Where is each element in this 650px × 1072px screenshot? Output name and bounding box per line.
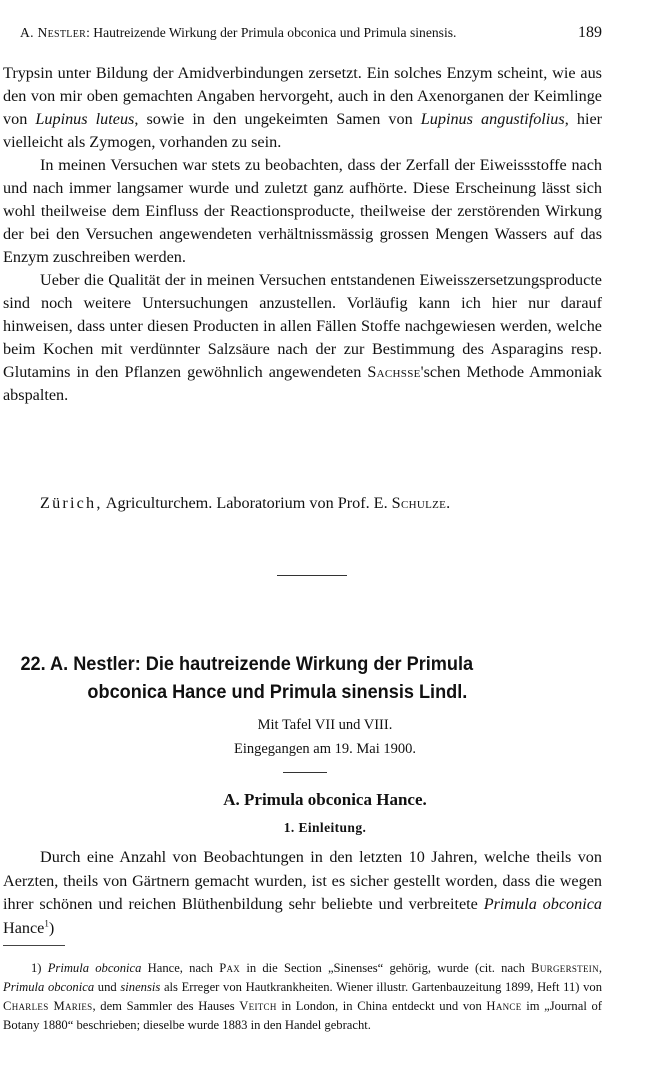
paragraph: In meinen Versuchen war stets zu beobachten, dass der Zerfall der Eiweissstoffe nach und nach immer langsamer wurde und zuletzt ganz aufhörte. Diese Erscheinung lässt sich wohl theilweise dem Einfluss der Reactionsproducte, theilweise der zerstörenden Wirkung der bei den Versuchen angewendeten verhältnissmässig grossen Mengen Wassers auf das Enzym zuschreiben werden. [3,156,602,266]
paragraph-text: , hier vielleicht als Zymogen, vorhanden zu sein. [3,110,603,151]
footnote-run: in die Section „Sinenses“ gehörig, wurde (cit. nach [240,961,532,975]
article-separator [277,575,347,576]
author-name: Burgerstein [531,961,599,975]
species-name: Lupinus angustifolius [420,110,565,128]
paragraph-text: , sowie in den ungekeimten Samen von [134,110,421,128]
footnote-run: und [94,980,121,994]
author-name: Veitch [239,999,277,1013]
introduction [3,846,602,940]
signoff [40,492,602,515]
paragraph [3,269,602,407]
footnote-run: in London, in China entdeckt und von [276,999,487,1013]
plates-note: Mit Tafel VII und VIII. [257,717,393,733]
footnote-run: , dem Sammler des Hauses [92,999,240,1013]
article-title [0,650,605,706]
footnote-run: im „Journal of Botany 1880“ beschrieben; dieselbe wurde 1883 in den Handel gebracht. [3,999,602,1032]
footnote-text [3,959,602,1035]
footnote-rule [3,945,65,946]
received-date: Eingegangen am 19. Mai 1900. [233,741,416,757]
footnote-run: , [598,961,603,975]
author-name: Sachsse [367,363,421,381]
paragraph-text: 'schen Methode Ammoniak abspalten. [3,363,602,404]
article-title-line-1: 22. A. Nestler: Die hautreizende Wirkung der Primula [20,653,474,675]
paragraph-text: Trypsin unter Bildung der Amidverbindungen zersetzt. Ein solches Enzym scheint, wie aus den von mir oben gemachten Angaben hervorgeht, auch in den Axenorganen der Keimlinge von [3,64,602,128]
signoff-text: Agriculturchem. Laboratorium von Prof. E. [102,494,392,512]
author-name: Hance [486,999,522,1013]
paragraph [3,62,602,154]
signoff-place: Zürich, [40,494,103,512]
page-number: 189 [578,24,602,41]
signoff-name: Schulze. [391,494,451,512]
footnote-run: Hance, nach [141,961,220,975]
footnote-number: 1) [31,961,48,975]
header-author: A. Nestler [20,25,87,40]
species-name: Primula obconica [3,980,95,994]
subsection-heading: 1. Einleitung. [283,820,367,835]
article-title-line-2: obconica Hance und Primula sinensis Lindl. [87,681,468,703]
author-name: Charles Maries [3,999,93,1013]
species-name: Primula obconica [47,961,142,975]
paragraph-text: Ueber die Qualität der in meinen Versuchen entstandenen Eiweisszersetzungsproducte sind noch weitere Untersuchungen anzustellen. Vorläufig kann ich hier nur darauf hinweisen, dass unter diesen Producten in allen Fällen Stoffe nachgewiesen werden, welche beim Kochen mit verdünnter Salzsäure nach der zur Bestimmung des Asparagins resp. Glutamins in den Pflanzen gewöhnlich angewendeten [3,271,602,381]
species-name: Lupinus luteus [35,110,135,128]
footnote-run: als Erreger von Hautkrankheiten. Wiener illustr. Gartenbauzeitung 1899, Heft 11) von [160,980,603,994]
author-name: Pax [219,961,241,975]
heading-rule [283,772,327,773]
section-heading: A. Primula obconica Hance. [223,790,427,809]
previous-article-body [3,62,602,407]
footnote-marker[interactable]: 1 [44,918,49,929]
header-title: : Hautreizende Wirkung der Primula obconica und Primula sinensis. [86,25,457,40]
footnote [3,959,602,1035]
running-title [20,25,456,41]
species-name: sinensis [120,980,161,994]
paragraph-text: ) [48,918,55,937]
paragraph [3,846,602,940]
species-name: Primula obconica [483,895,602,913]
running-header [20,24,602,46]
paragraph-text: Durch eine Anzahl von Beobachtungen in den letzten 10 Jahren, welche theils von Aerzten, theils von Gärtnern gemacht wurden, ist es sicher gestellt worden, dass die wegen ihrer schönen und reichen Blüthenbildung sehr beliebte und verbreitete [3,848,602,913]
paragraph-text: Hance [3,918,45,937]
